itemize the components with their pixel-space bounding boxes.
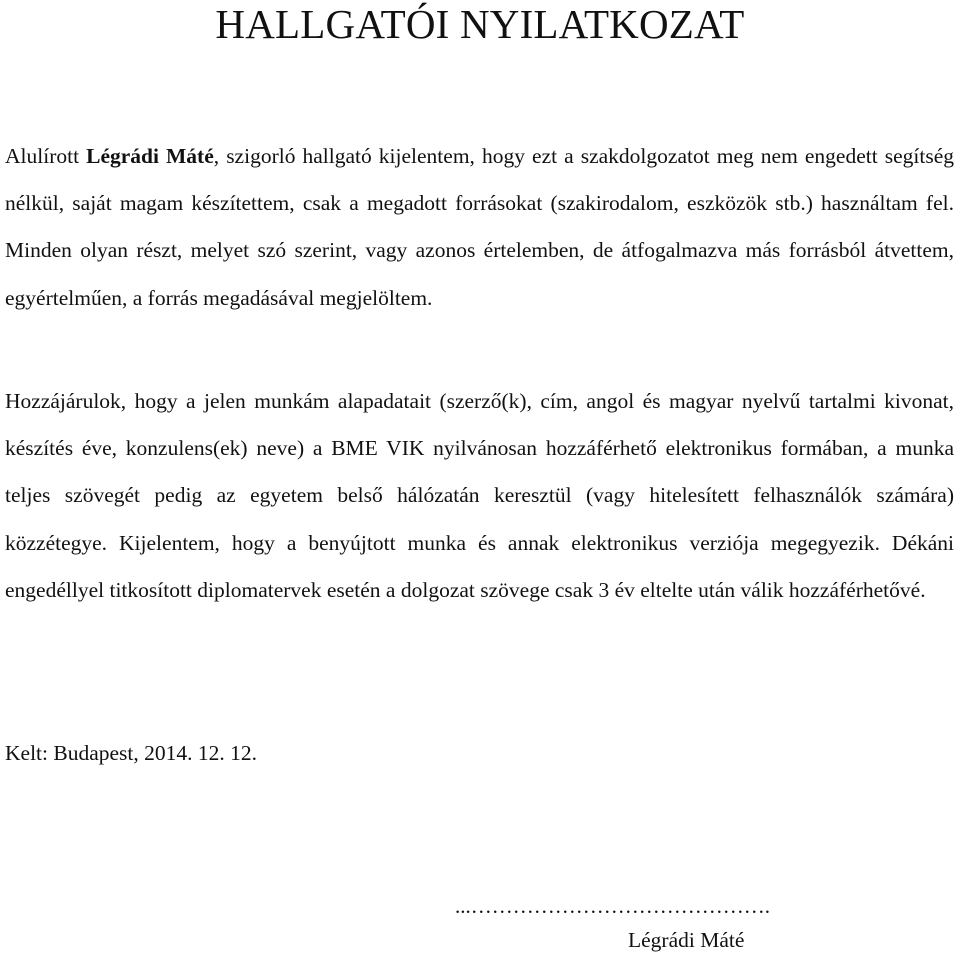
paragraph-body: , szigorló hallgató kijelentem, hogy ezt a szakdolgozatot meg nem engedett segítség nélkül, saját magam készítettem, csak a megadott forrásokat (szakirodalom, eszközök stb.) használtam fel. Minden olyan részt, melyet szó szerint, vagy azonos értelemben, de átfogalmazva más forrásból átvettem, egyértelműen, a forrás megadásával megjelöltem. <box>5 144 954 310</box>
author-name: Légrádi Máté <box>86 144 214 168</box>
consent-paragraph: Hozzájárulok, hogy a jelen munkám alapadatait (szerző(k), cím, angol és magyar nyelvű tartalmi kivonat, készítés éve, konzulens(ek) neve) a BME VIK nyilvánosan hozzáférhető elektronikus formában, a munka teljes szövegét pedig az egyetem belső hálózatán keresztül (vagy hitelesített felhasználók számára) közzétegye. Kijelentem, hogy a benyújtott munka és annak elektronikus verziója megegyezik. Dékáni engedéllyel titkosított diplomatervek esetén a dolgozat szövege csak 3 év eltelte után válik hozzáférhetővé. <box>5 389 954 602</box>
date-line: Kelt: Budapest, 2014. 12. 12. <box>5 741 258 765</box>
paragraph-intro: Alulírott <box>5 144 87 168</box>
signature-name: Légrádi Máté <box>628 928 745 952</box>
declaration-paragraph <box>5 133 954 322</box>
page-title: HALLGATÓI NYILATKOZAT <box>215 1 745 47</box>
signature-line: ...……………………………………. <box>455 894 770 918</box>
